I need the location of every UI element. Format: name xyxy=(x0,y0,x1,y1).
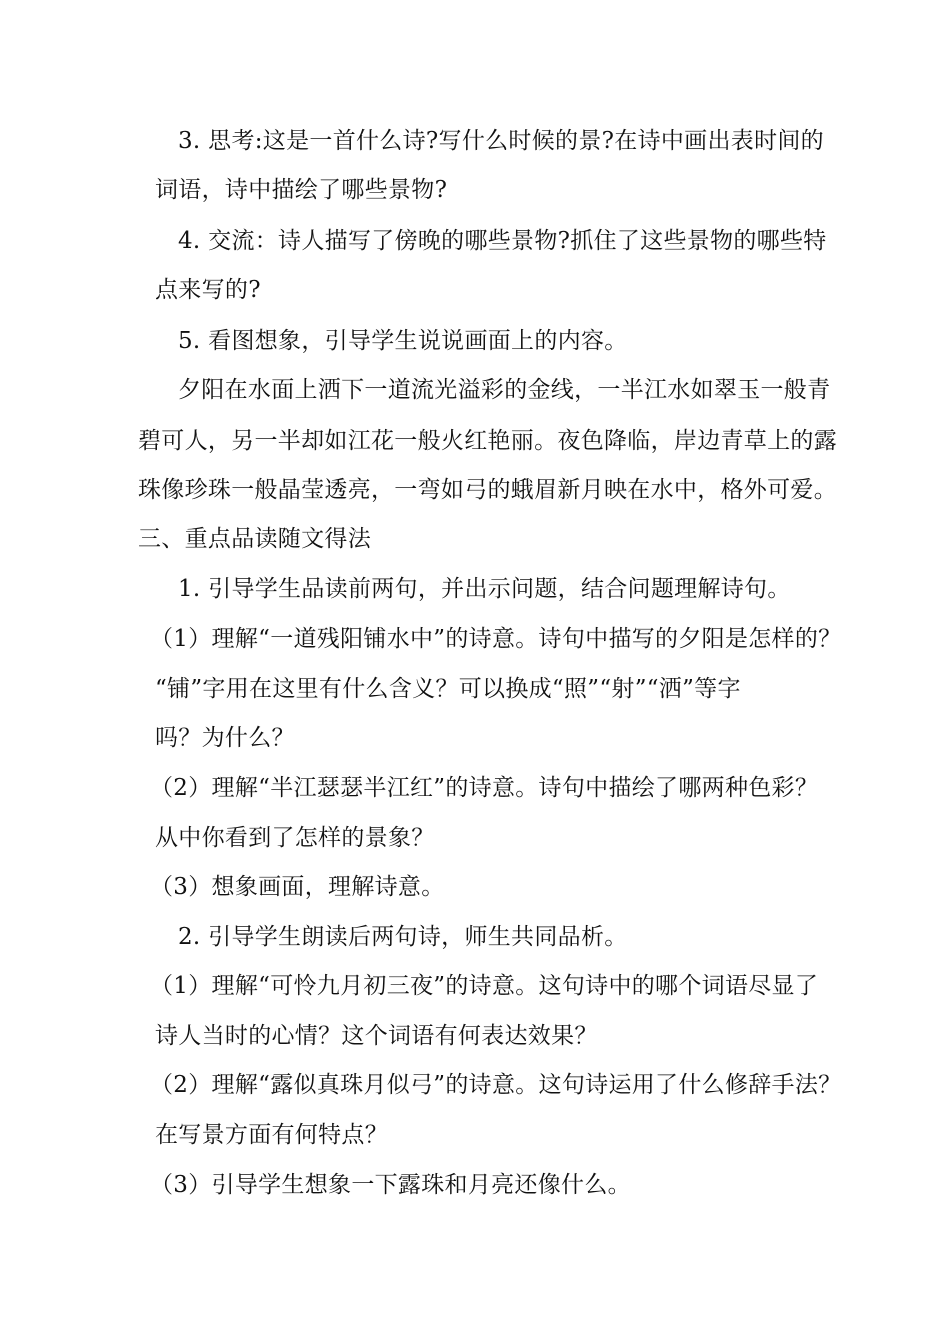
text-line: 点来写的? xyxy=(155,277,261,303)
text-line: 1. 引导学生品读前两句，并出示问题，结合问题理解诗句。 xyxy=(178,576,791,602)
text-line: （1）理解“一道残阳铺水中”的诗意。诗句中描写的夕阳是怎样的？ xyxy=(150,626,842,652)
text-line: （3）想象画面，理解诗意。 xyxy=(150,874,445,900)
text-line: 夕阳在水面上洒下一道流光溢彩的金线，一半江水如翠玉一般青 xyxy=(178,377,831,403)
section-heading: 三、重点品读随文得法 xyxy=(138,526,371,552)
text-line: 5. 看图想象，引导学生说说画面上的内容。 xyxy=(178,328,628,354)
text-line: （2）理解“露似真珠月似弓”的诗意。这句诗运用了什么修辞手法？ xyxy=(150,1072,842,1098)
text-line: 词语，诗中描绘了哪些景物? xyxy=(155,177,448,203)
text-line: 3. 思考:这是一首什么诗?写什么时候的景?在诗中画出表时间的 xyxy=(178,128,824,154)
text-line: 诗人当时的心情？这个词语有何表达效果？ xyxy=(155,1023,598,1049)
text-line: 从中你看到了怎样的景象？ xyxy=(155,825,435,851)
text-line: “铺”字用在这里有什么含义？可以换成“照”“射”“洒”等字 xyxy=(155,676,741,702)
text-line: （2）理解“半江瑟瑟半江红”的诗意。诗句中描绘了哪两种色彩？ xyxy=(150,775,819,801)
text-line: 珠像珍珠一般晶莹透亮，一弯如弓的蛾眉新月映在水中，格外可爱。 xyxy=(138,477,837,503)
text-line: 4. 交流：诗人描写了傍晚的哪些景物?抓住了这些景物的哪些特 xyxy=(178,228,827,254)
text-line: 在写景方面有何特点？ xyxy=(155,1122,388,1148)
text-line: （3）引导学生想象一下露珠和月亮还像什么。 xyxy=(150,1172,631,1198)
text-line: 2. 引导学生朗读后两句诗，师生共同品析。 xyxy=(178,924,628,950)
text-line: 碧可人，另一半却如江花一般火红艳丽。夜色降临，岸边青草上的露 xyxy=(138,428,837,454)
text-line: 吗？为什么？ xyxy=(155,725,295,751)
text-line: （1）理解“可怜九月初三夜”的诗意。这句诗中的哪个词语尽显了 xyxy=(150,973,819,999)
